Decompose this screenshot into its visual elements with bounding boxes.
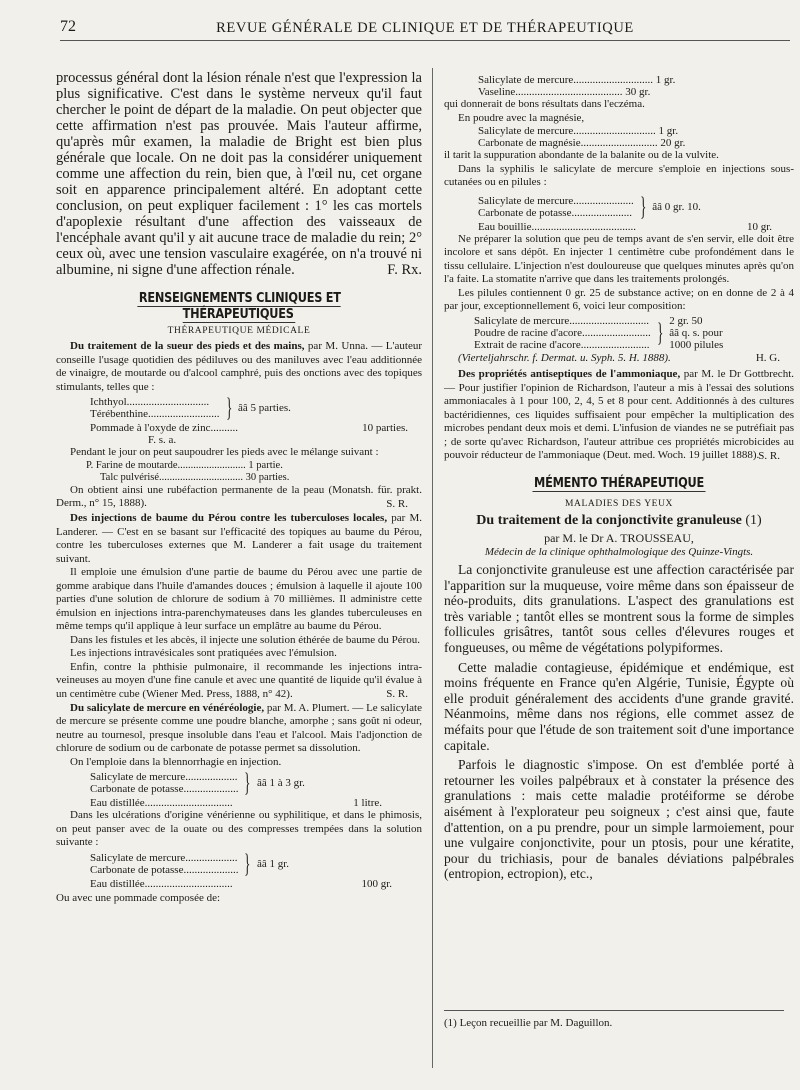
paragraph: qui donnerait de bons résultats dans l'eczéma.	[444, 98, 645, 110]
paragraph: Enfin, contre la phthisie pulmonaire, il recommande les injections intra-veineuses au moyen d'une fine canule et avec une quantité de liquide qu'il évalue à un centimètre cube (Wiener Med. Press, 1888, n° 42).	[56, 660, 422, 700]
page-number: 72	[60, 18, 76, 35]
brace-icon: }	[244, 768, 251, 797]
intro-paragraph: processus général dont la lésion rénale n'est que l'expression la plus significative. C'est dans le système nerveux qu'il faut chercher le point de départ de la maladie. On peut objecter que cette affirmation n'est pas prouvée. Mais l'auteur affirme, qu'après mûr examen, la maladie de Bright est bien plus générale que locale. On ne doit pas la considérer uniquement comme une affection du rein, bien que, à l'œil nu, cet organe soit en apparence principalement altéré. En adoptant cette conclusion, on peut expliquer facilement : 1° les cas mortels d'apoplexie résultant d'une affection des vaisseaux de l'encéphale avant qu'il y ait aucune trace de maladie du rein; 2° ceux où, avec une tension vasculaire exagérée, on n'a trouvé ni albumine, ni signe d'une affection rénale. F. Rx.	[56, 70, 422, 278]
footnote: (1) Leçon recueillie par M. Daguillon.	[444, 1010, 784, 1029]
column-rule	[432, 68, 433, 1068]
paragraph: En poudre avec la magnésie,	[458, 111, 585, 124]
section-heading: RENSEIGNEMENTS CLINIQUES ET THÉRAPEUTIQUES	[138, 290, 341, 322]
article-sueur: Du traitement de la sueur des pieds et des mains, par M. Unna. — L'auteur conseille l'usage quotidien des pédiluves ou des maniluves avec l'eau additionnée de vinaigre, de moutarde ou d'alcool camphré, puis des onctions avec des topiques stimulants, telles que :	[56, 340, 422, 393]
right-column	[444, 74, 794, 882]
citation: (Vierteljahrschr. f. Dermat. u. Syph. 5. H. 1888). H. G.	[444, 352, 794, 366]
article-title: Des propriétés antiseptiques de l'ammoniaque,	[458, 368, 681, 380]
brace-icon: }	[656, 317, 664, 347]
lesson-paragraph: La conjonctivite granuleuse est une affection caractérisée par l'apparition sur la muqueuse, voire même dans son épaisseur de néo-produits, dits granulations. L'aspect des granulations est très variable ; tantôt elles se montrent sous la forme de simples follicules grisâtres, tantôt sous celles d'élevures rouges et fongueuses, ou même de végétations polypiformes.	[444, 562, 794, 655]
paragraph: On l'emploie dans la blennorrhagie en injection.	[70, 755, 282, 768]
article-ammoniaque: Des propriétés antiseptiques de l'ammoniaque, par M. le Dr Gottbrecht. — Pour justifier l'opinion de Richardson, l'auteur a mis à l'essai des solutions ammoniacales à 1 pour 100, 2, 4, 5 et 8 pour cent. Additionnés à des cultures bactéridiennes, ces liquides suffisaient pour empêcher la multiplication des microbes pendant deux mois et demi. L'infusion de viandes ne se putréfiait pas ; de sorte qu'avec Richardson, l'auteur attribue ces propriétés microbicides au pouvoir réducteur de l'ammoniaque (Deut. med. Woch. 19 juillet 1888).	[444, 368, 794, 461]
article-title: Du traitement de la sueur des pieds et des mains,	[70, 340, 305, 352]
lesson-title: Du traitement de la conjonctivite granuleuse (1)	[476, 513, 762, 528]
paragraph: On obtient ainsi une rubéfaction permanente de la peau (Monatsh. für. prakt. Derm., n° 15, 1888).	[56, 483, 422, 509]
recipe-block: Salicylate de mercure............................. Poudre de racine d'acore......................... Extrait de racine d'acore......................... } 2 gr. 50 ââ q. s. pour 1000 pilules	[474, 314, 724, 351]
signature: S. R.	[386, 688, 408, 700]
section-subheading: THÉRAPEUTIQUE MÉDICALE	[167, 326, 311, 336]
page-header	[60, 18, 790, 41]
author-affiliation: Médecin de la clinique ophthalmologique des Quinze-Vingts.	[484, 546, 754, 558]
recipe-line: Vaseline....................................... 30 gr.	[478, 86, 651, 98]
paragraph: Ou avec une pommade composée de:	[56, 891, 221, 904]
left-column	[56, 70, 422, 905]
paragraph: Les pilules contiennent 0 gr. 25 de substance active; on en donne de 2 à 4 par jour, exceptionnellement 6, voici leur composition:	[444, 286, 794, 312]
recipe-block: Salicylate de mercure................... Carbonate de potasse.................... } ââ 1 à 3 gr.	[90, 768, 305, 797]
running-title: REVUE GÉNÉRALE DE CLINIQUE ET DE THÉRAPEUTIQUE	[216, 20, 634, 36]
lesson-paragraph: Cette maladie contagieuse, épidémique et endémique, est moins fréquente en France qu'en Algérie, Tunisie, Égypte où elle produit généralement des accidents d'une grande gravité. Néanmoins, même dans nos régions, elle commet assez de méfaits pour que l'étude de son traitement soit d'une importance capitale.	[444, 659, 794, 753]
recipe-line: P. Farine de moutarde.......................... 1 partie.	[86, 459, 283, 471]
author: par M. le Dr A. TROUSSEAU,	[544, 531, 694, 545]
paragraph: il tarit la suppuration abondante de la balanite ou de la vulvite.	[444, 149, 719, 161]
paragraph: Dans les ulcérations d'origine vénérienne ou syphilitique, et dans le phimosis, on peut panser avec de la ouate ou des compresses trempées dans la solution suivante :	[56, 809, 422, 848]
recipe-block: Ichthyol.............................. Térébenthine.......................... } ââ 5 parties.	[90, 393, 291, 422]
article-title: Des injections de baume du Pérou contre les tuberculoses locales,	[70, 512, 388, 524]
signature: S. R.	[758, 449, 780, 462]
recipe-line: Salicylate de mercure.............................. 1 gr.	[478, 125, 679, 137]
signature: H. G.	[755, 351, 780, 364]
paragraph: Dans la syphilis le salicylate de mercure s'emploie en injections sous-cutanées ou en pilules :	[444, 162, 794, 188]
article-title: Du salicylate de mercure en vénéréologie,	[70, 701, 265, 714]
article-perou: Des injections de baume du Pérou contre les tuberculoses locales, par M. Landerer. — C'est en se basant sur l'efficacité des topiques au baume du Pérou, contre les tuberculoses externes que M. Landerer a fait usage du traitement suivant.	[56, 512, 422, 565]
paragraph: Ne préparer la solution que peu de temps avant de s'en servir, elle doit être incolore et sans dépôt. En injecter 1 centimètre cube profondément dans le tissu cellulaire. L'injection n'est douloureuse que quelques minutes après qu'on l'a faite. La stomatite n'arrive que dans les traitements prolongés.	[444, 232, 794, 285]
recipe-line: Eau distillée................................ 100 gr.	[90, 877, 392, 890]
recipe-block: Salicylate de mercure...................... Carbonate de potasse...................... } ââ 0 gr. 10.	[478, 191, 701, 221]
recipe-line: Salicylate de mercure............................. 1 gr.	[478, 74, 676, 86]
article-salicylate: Du salicylate de mercure en vénéréologie, par M. A. Plumert. — Le salicylate de mercure se présente comme une poudre blanche, amorphe ; sans goût ni odeur, neutre au tournesol, presque insoluble dans l'eau et l'alcool. Mais l'adjonction de chlorure de sodium ou de carbonate de potasse permet sa dissolution.	[56, 701, 422, 754]
brace-icon: }	[639, 191, 647, 221]
recipe-line: F. s. a.	[148, 434, 177, 446]
memento-heading: MÉMENTO THÉRAPEUTIQUE	[534, 475, 704, 491]
paragraph: Dans les fistules et les abcès, il injecte une solution éthérée de baume du Pérou.	[70, 633, 421, 646]
recipe-line: Talc pulvérisé................................ 30 parties.	[100, 471, 290, 483]
recipe-line: Eau distillée................................ 1 litre.	[90, 797, 382, 809]
memento-subheading: MALADIES DES YEUX	[564, 499, 673, 509]
paragraph: Les injections intravésicales sont pratiquées avec l'émulsion.	[70, 647, 337, 659]
recipe-line: Eau bouillie...................................... 10 gr.	[478, 220, 772, 233]
paragraph: Il emploie une émulsion d'une partie de baume du Pérou avec une partie de gomme arabique dans l'huile d'amandes douces ; émulsion à laquelle il ajoute 100 parties d'une solution de chlorure de sodium à 70 millièmes. Il administre cette émulsion en injections intra-parenchymateuses dans les glandes tuberculeuses en même temps qu'il applique à leur surface un emplâtre au baume du Pérou.	[56, 566, 422, 632]
recipe-line: Carbonate de magnésie............................ 20 gr.	[478, 137, 686, 149]
brace-icon: }	[225, 393, 232, 422]
signature: S. R.	[386, 497, 408, 510]
recipe-block: Salicylate de mercure................... Carbonate de potasse.................... } ââ 1 gr.	[90, 848, 290, 878]
recipe-line: Pommade à l'oxyde de zinc.......... 10 parties.	[90, 422, 408, 434]
brace-icon: }	[244, 848, 251, 878]
lesson-paragraph: Parfois le diagnostic s'impose. On est d'emblée porté à retourner les voiles palpébraux et à constater la présence des granulations : mais cette maladie protéiforme se dérobe aisément à l'explorateur peu soigneux ; c'est ainsi que, faute d'attention, on a pu prendre, pour un simple larmoiement, pour une vulgaire conjonctivite, pour un ptosis, pour une kératite, pour du trichiasis, pour de banales déviations palpébrales (entropion, ectropion), etc.,	[444, 757, 794, 882]
paragraph: Pendant le jour on peut saupoudrer les pieds avec le mélange suivant :	[70, 446, 379, 458]
intro-signature: F. Rx.	[387, 262, 422, 278]
